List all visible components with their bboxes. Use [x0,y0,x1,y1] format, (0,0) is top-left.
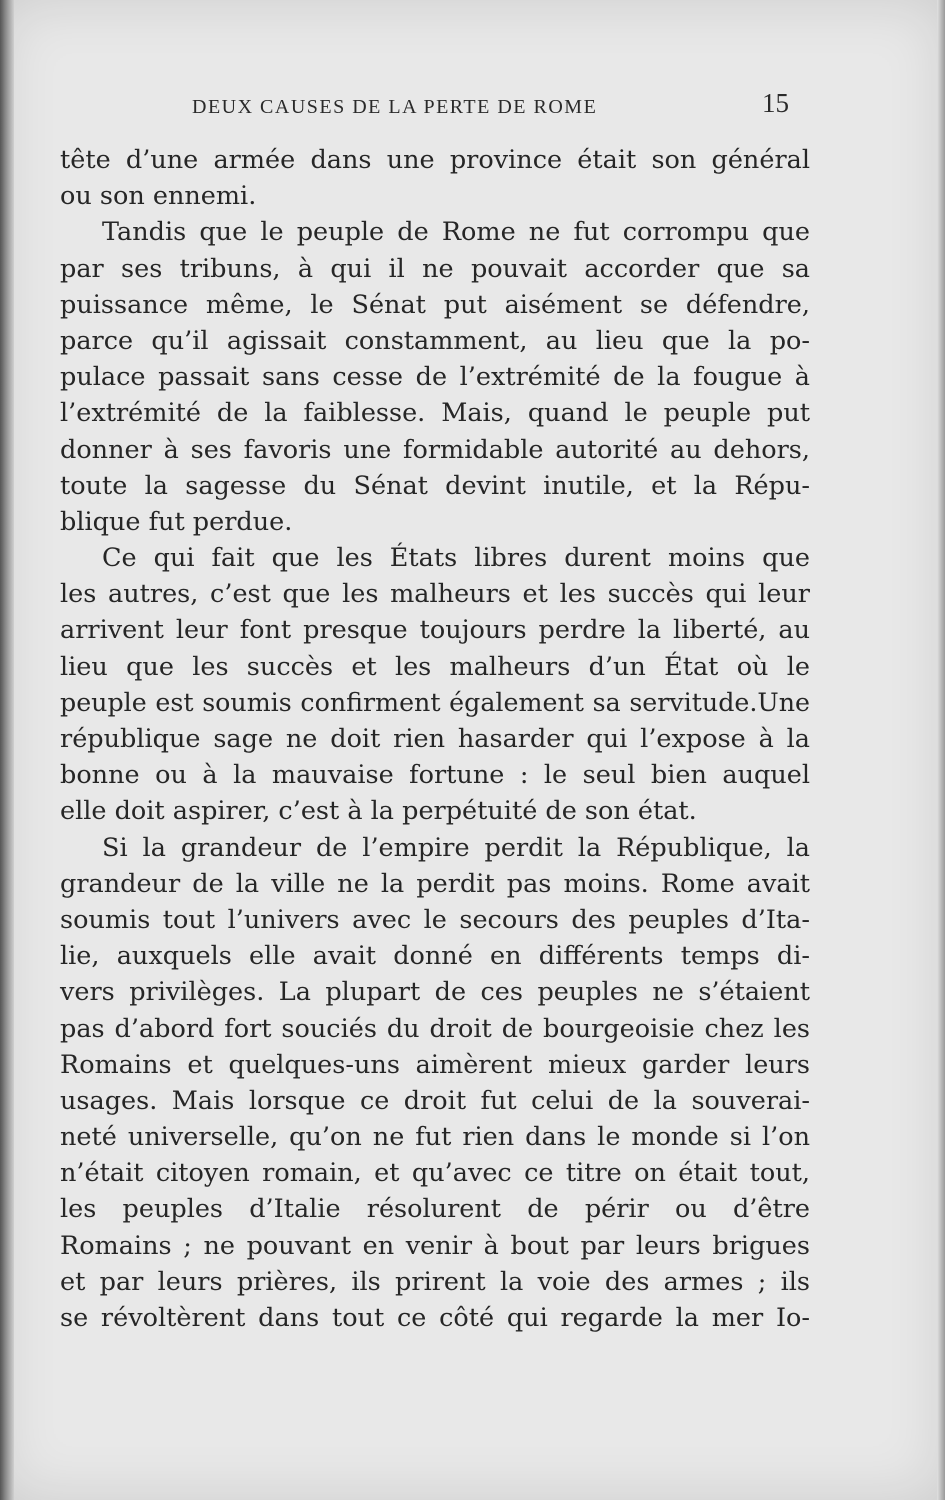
text-line: arrivent leur font presque toujours perdre la liberté, au [60,615,810,646]
text-line: et par leurs prières, ils prirent la voie des armes ; ils [60,1266,810,1297]
text-line: donner à ses favoris une formidable autorité au dehors, [60,434,810,465]
text-line: n’était citoyen romain, et qu’avec ce titre on était tout, [60,1158,810,1189]
text-line: l’extrémité de la faiblesse. Mais, quand le peuple put [60,398,810,429]
text-line: Ce qui fait que les États libres durent moins que [102,543,810,574]
paragraph [60,142,810,214]
page-gutter [0,0,14,1500]
text-line: tête d’une armée dans une province était son général [60,145,810,175]
text-line: puissance même, le Sénat put aisément se défendre, [60,289,810,320]
text-line: neté universelle, qu’on ne fut rien dans le monde si l’on [60,1122,810,1153]
paragraph [60,830,810,1337]
text-line: république sage ne doit rien hasarder qui l’expose à la [60,724,810,754]
text-line: pas d’abord fort souciés du droit de bourgeoisie chez les [60,1013,810,1044]
text-line: Tandis que le peuple de Rome ne fut corrompu que [102,217,810,248]
body-text [60,142,810,1336]
text-line: elle doit aspirer, c’est à la perpétuité de son état. [60,796,697,827]
page-number: 15 [762,88,789,118]
text-line: lie, auxquels elle avait donné en différents temps di- [60,941,810,972]
text-line: soumis tout l’univers avec le secours des peuples d’Ita- [60,904,810,935]
text-line: Si la grandeur de l’empire perdit la République, la [102,832,810,863]
text-line: parce qu’il agissait constamment, au lieu que la po- [60,325,810,356]
text-line: les autres, c’est que les malheurs et les succès qui leur [60,579,810,610]
text-line: pulace passait sans cesse de l’extrémité de la fougue à [60,362,810,393]
text-line: lieu que les succès et les malheurs d’un État où le [60,651,810,682]
running-title: DEUX CAUSES DE LA PERTE DE ROME [192,96,598,118]
text-line: blique fut perdue. [60,506,293,537]
text-line: Romains ; ne pouvant en venir à bout par leurs brigues [60,1230,810,1261]
page-edge [937,0,945,1500]
text-line: se révoltèrent dans tout ce côté qui regarde la mer Io- [60,1303,810,1333]
text-line: toute la sagesse du Sénat devint inutile, et la Répu- [60,470,810,501]
text-line: bonne ou à la mauvaise fortune : le seul bien auquel [60,760,810,791]
text-line: ou son ennemi. [60,181,257,212]
text-line: vers privilèges. La plupart de ces peuples ne s’étaient [60,977,810,1008]
paragraph [60,540,810,830]
text-line: Romains et quelques-uns aimèrent mieux garder leurs [60,1049,810,1080]
text-line: les peuples d’Italie résolurent de périr ou d’être [60,1194,810,1225]
text-line: par ses tribuns, à qui il ne pouvait accorder que sa [60,253,810,284]
text-line: usages. Mais lorsque ce droit fut celui de la souverai- [60,1085,810,1116]
text-line: grandeur de la ville ne la perdit pas moins. Rome avait [60,868,810,899]
text-line: peuple est soumis confirment également sa servitude.Une [60,687,810,717]
paragraph [60,214,810,540]
